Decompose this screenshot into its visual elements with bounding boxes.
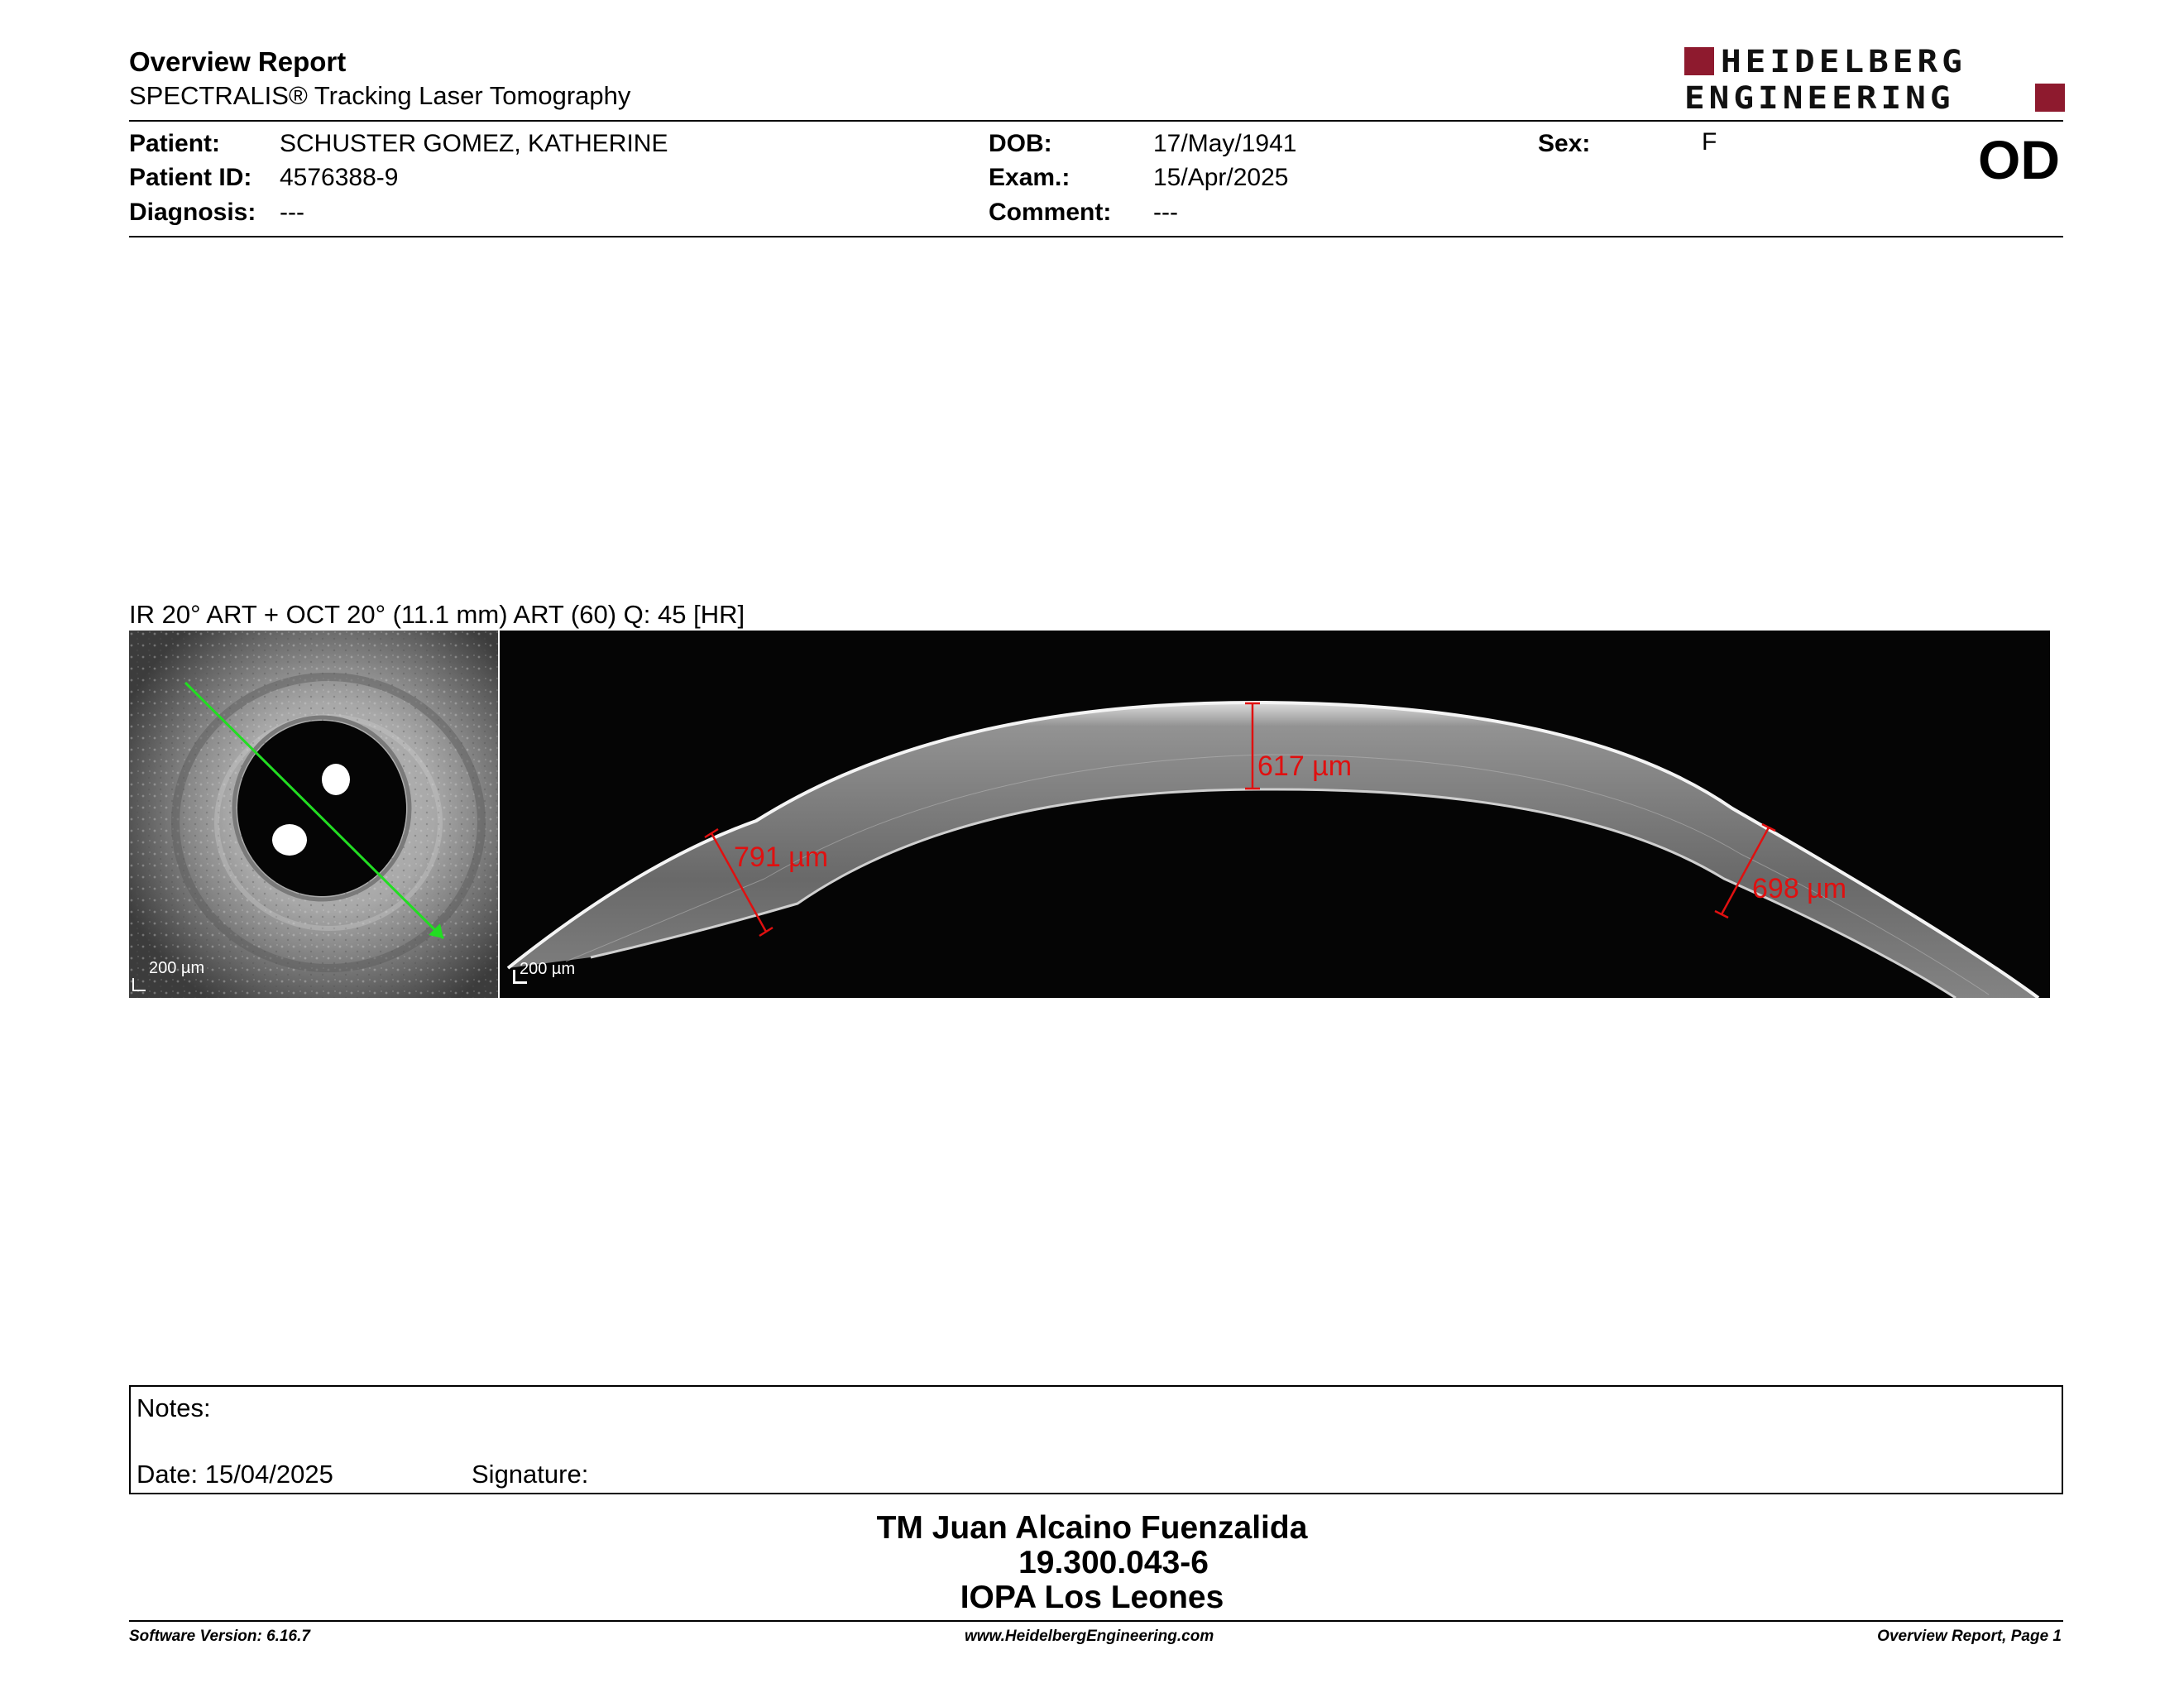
diagnosis-label: Diagnosis:	[129, 199, 256, 226]
page-number: Overview Report, Page 1	[1877, 1628, 2062, 1645]
dob-value: 17/May/1941	[1153, 130, 1297, 157]
logo-square-icon	[1684, 47, 1714, 75]
ir-fundus-image[interactable]	[129, 631, 498, 998]
logo-square-icon	[2035, 84, 2065, 112]
notes-box[interactable]	[129, 1385, 2063, 1494]
scale-bar-icon	[132, 978, 146, 991]
patient-id-label: Patient ID:	[129, 164, 252, 191]
software-version: Software Version: 6.16.7	[129, 1628, 310, 1645]
sex-label: Sex:	[1538, 130, 1591, 157]
patient-id: 4576388-9	[280, 164, 399, 191]
report-title: Overview Report	[129, 46, 347, 77]
iris-image	[129, 631, 498, 998]
header-divider	[129, 120, 2063, 122]
measurement-center: 617 µm	[1257, 750, 1353, 782]
signature-label: Signature:	[472, 1460, 589, 1489]
oct-scale-label: 200 µm	[520, 960, 576, 978]
date-label: Date: 15/04/2025	[136, 1460, 333, 1489]
signature-institution: IOPA Los Leones	[960, 1580, 1224, 1615]
logo-line1: HEIDELBERG	[1721, 42, 1966, 80]
signature-id: 19.300.043-6	[1018, 1545, 1209, 1580]
comment-value: ---	[1153, 199, 1178, 226]
diagnosis-value: ---	[280, 199, 304, 226]
fundus-scale-label: 200 µm	[149, 959, 205, 977]
footer-divider	[129, 1620, 2063, 1622]
comment-label: Comment:	[989, 199, 1112, 226]
measurement-right: 698 µm	[1752, 873, 1847, 904]
heidelberg-logo	[1684, 42, 2065, 118]
patient-name: SCHUSTER GOMEZ, KATHERINE	[280, 130, 668, 157]
logo-line2: ENGINEERING	[1684, 79, 1955, 117]
notes-label: Notes:	[136, 1393, 211, 1422]
exam-value: 15/Apr/2025	[1153, 164, 1289, 191]
image-caption: IR 20° ART + OCT 20° (11.1 mm) ART (60) Q: 45 [HR]	[129, 600, 745, 629]
oct-bscan-image[interactable]	[500, 631, 2050, 998]
cornea-bscan	[500, 631, 2050, 998]
dob-label: DOB:	[989, 130, 1052, 157]
exam-label: Exam.:	[989, 164, 1070, 191]
eye-laterality: OD	[1978, 129, 2060, 190]
patient-label: Patient:	[129, 130, 221, 157]
sex-value: F	[1702, 128, 1717, 156]
website-link[interactable]: www.HeidelbergEngineering.com	[965, 1628, 1214, 1645]
measurement-left: 791 µm	[734, 842, 829, 873]
patient-divider	[129, 236, 2063, 237]
signature-name: TM Juan Alcaino Fuenzalida	[876, 1510, 1308, 1546]
report-subtitle: SPECTRALIS® Tracking Laser Tomography	[129, 81, 631, 110]
